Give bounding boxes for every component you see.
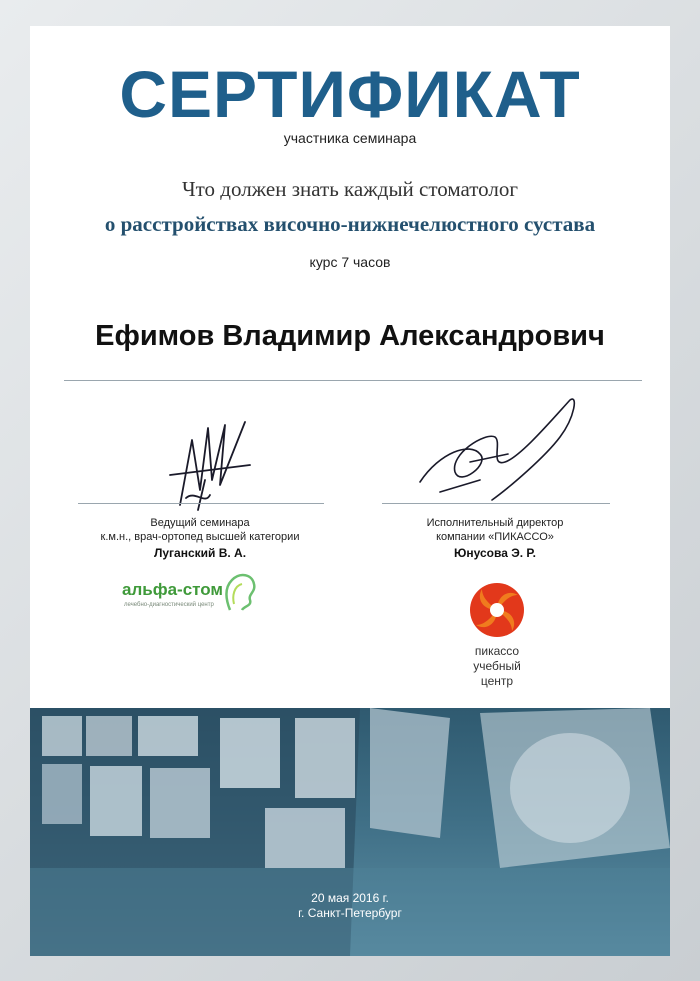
right-signer-name: Юнусова Э. Р.	[454, 546, 536, 560]
issue-date-place	[30, 891, 670, 921]
signature-line-right	[382, 503, 610, 504]
right-role-line1: Исполнительный директор	[426, 517, 564, 529]
certificate-page	[30, 26, 670, 956]
picasso-logo	[462, 581, 532, 711]
right-role-line2: компании «ПИКАССО»	[436, 531, 554, 543]
certificate-title: СЕРТИФИКАТ	[119, 57, 581, 131]
left-role-line2: к.м.н., врач-ортопед высшей категории	[100, 531, 300, 543]
issue-date: 20 мая 2016 г.	[311, 891, 389, 905]
alfa-stom-name: альфа-стом	[122, 580, 223, 599]
participant-name: Ефимов Владимир Александрович	[95, 320, 605, 352]
alfa-stom-profile-icon	[222, 570, 258, 614]
left-signer-role	[70, 516, 330, 544]
xray-background-photo	[30, 708, 670, 956]
course-title-line1: Что должен знать каждый стоматолог	[182, 177, 518, 201]
course-hours: курс 7 часов	[309, 254, 391, 270]
left-signer-name: Луганский В. А.	[153, 546, 247, 560]
picasso-line2: учебный	[473, 659, 521, 673]
name-divider	[64, 380, 642, 381]
course-title-line2: о расстройствах височно-нижнечелюстного сустава	[104, 212, 596, 236]
signature-right	[410, 392, 590, 507]
certificate-subtitle: участника семинара	[283, 130, 417, 146]
alfa-stom-logo	[122, 574, 282, 624]
picasso-swirl-icon	[468, 581, 526, 639]
left-role-line1: Ведущий семинара	[150, 517, 250, 529]
right-signer-role	[370, 516, 620, 544]
issue-city: г. Санкт-Петербург	[298, 906, 402, 920]
picasso-line1: пикассо	[474, 644, 520, 658]
picasso-line3: центр	[480, 674, 514, 688]
alfa-stom-tagline: лечебно-диагностический центр	[124, 602, 214, 608]
signature-line-left	[78, 503, 324, 504]
